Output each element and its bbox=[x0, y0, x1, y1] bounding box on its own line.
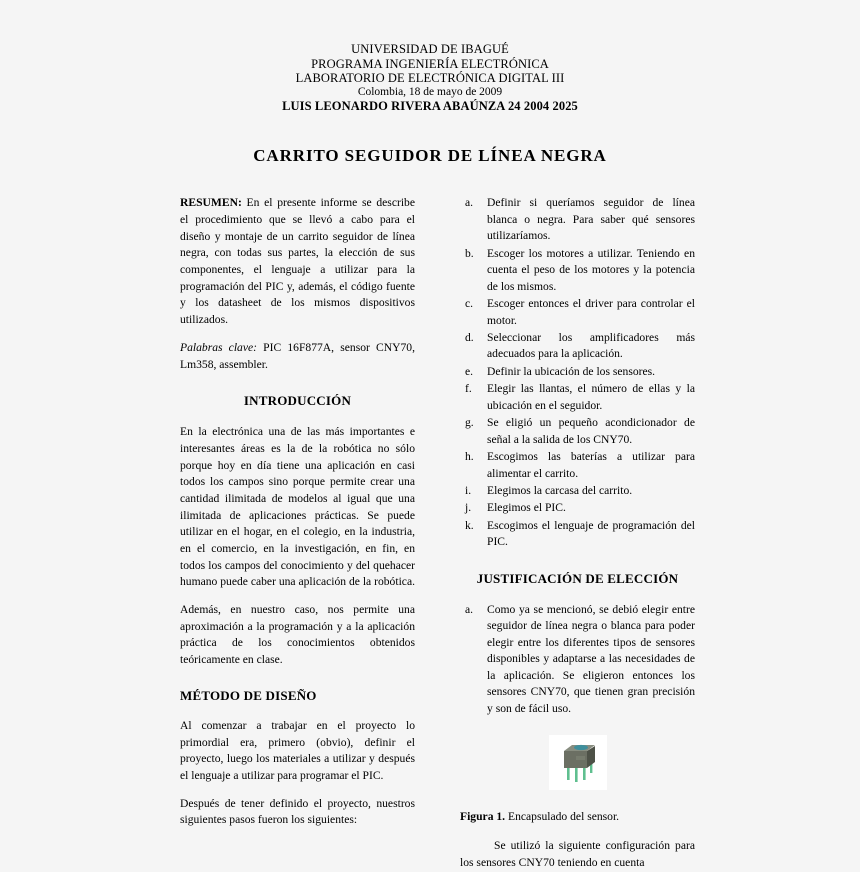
list-item bbox=[460, 518, 695, 551]
figure-caption-text: Encapsulado del sensor. bbox=[505, 810, 620, 824]
pasos-list bbox=[460, 195, 695, 551]
section-heading-justificacion-de-eleccion: JUSTIFICACIÓN DE ELECCIÓN bbox=[476, 570, 679, 586]
list-item-text: Escoger los motores a utilizar. Teniendo en cuenta el peso de los motores y la potencia de los mismos. bbox=[487, 246, 695, 293]
cny70-sensor-photo bbox=[549, 735, 607, 790]
list-item bbox=[460, 449, 695, 482]
list-item bbox=[460, 364, 695, 380]
list-item-text: Seleccionar los amplificadores más adecuados para la aplicación. bbox=[487, 330, 695, 361]
list-marker: d. bbox=[465, 330, 474, 344]
author-name: LUIS LEONARDO RIVERA ABAÚNZA 24 2004 2025 bbox=[282, 98, 578, 113]
abstract-text: En el presente informe se describe el procedimiento que se llevó a cabo para el diseño y montaje de un carrito seguidor de línea negra, con todas sus partes, la elección de sus componentes, el lenguaje a utilizar para la programación del PIC y, además, el código fuente y los datasheet de los mismos dispositivos utilizados. bbox=[180, 196, 415, 327]
list-item-text: Definir la ubicación de los sensores. bbox=[487, 364, 656, 378]
list-item-text: Escogimos las baterías a utilizar para alimentar el carrito. bbox=[487, 450, 695, 480]
list-marker: h. bbox=[465, 450, 474, 464]
list-item bbox=[460, 296, 695, 329]
abstract-paragraph bbox=[180, 195, 415, 329]
closing-paragraph: Se utilizó la siguiente configuración para los sensores CNY70 teniendo en cuenta bbox=[460, 839, 695, 870]
list-marker: b. bbox=[465, 246, 474, 260]
list-item-text: Elegimos el PIC. bbox=[487, 501, 566, 515]
metodo-paragraph-2: Después de tener definido el proyecto, nuestros siguientes pasos fueron los siguientes: bbox=[180, 796, 415, 827]
list-item bbox=[460, 483, 695, 499]
list-marker: g. bbox=[465, 416, 474, 430]
introduccion-paragraph-1: En la electrónica una de las más importantes e interesantes áreas es la de la robótica no sólo porque hoy en día tiene una aplicación en casi todos los campos sino porque permite crear una cantidad ilimitada de modelos al igual que una ilimitada de aplicaciones prácticas. Se puede utilizar en el hogar, en el colegio, en la industria, en el comercio, en la investigación, en fin, en todos los campos del conocimiento y del quehacer humano puede caber una aplicación de la robótica. bbox=[180, 425, 415, 589]
list-item bbox=[460, 602, 695, 717]
metodo-paragraph-1: Al comenzar a trabajar en el proyecto lo primordial era, primero (obvio), definir el proyecto, luego los materiales a utilizar y después el lenguaje a utilizar para programar el PIC. bbox=[180, 718, 415, 782]
university-name: UNIVERSIDAD DE IBAGUÉ bbox=[351, 42, 509, 56]
publication-date: Colombia, 18 de mayo de 2009 bbox=[357, 85, 503, 98]
list-marker: i. bbox=[465, 484, 472, 498]
list-item bbox=[460, 500, 695, 516]
list-item bbox=[460, 381, 695, 414]
list-item-text: Se eligió un pequeño acondicionador de señal a la salida de los CNY70. bbox=[487, 416, 695, 446]
figure-label: Figura 1. bbox=[460, 810, 506, 824]
program-name: PROGRAMA INGENIERÍA ELECTRÓNICA bbox=[311, 56, 549, 71]
introduccion-paragraph-2: Además, en nuestro caso, nos permite una aproximación a la programación y a la aplicación práctica de los conocimientos obtenidos teóricamente en clase. bbox=[180, 603, 415, 667]
list-marker: k. bbox=[465, 518, 474, 532]
two-column-layout bbox=[0, 195, 860, 872]
list-item bbox=[460, 246, 695, 295]
abstract-label: RESUMEN: bbox=[180, 196, 242, 210]
sensor-illustration bbox=[549, 735, 607, 790]
section-heading-introduccion: INTRODUCCIÓN bbox=[243, 393, 352, 409]
justificacion-list bbox=[460, 602, 695, 717]
list-marker: f. bbox=[465, 382, 472, 396]
list-item-text: Definir si queríamos seguidor de línea blanca o negra. Para saber qué sensores utilizaríamos. bbox=[487, 196, 695, 243]
figure-block bbox=[460, 735, 695, 825]
list-marker: c. bbox=[465, 297, 474, 311]
list-marker: a. bbox=[465, 196, 474, 210]
section-heading-metodo-de-diseno: MÉTODO DE DISEÑO bbox=[180, 687, 317, 703]
masthead bbox=[0, 0, 860, 113]
list-item bbox=[460, 415, 695, 448]
list-marker: e. bbox=[465, 364, 474, 378]
keywords-label: Palabras clave: bbox=[180, 340, 257, 354]
list-marker: j. bbox=[465, 501, 472, 515]
figure-caption bbox=[460, 809, 695, 825]
list-item-text: Elegimos la carcasa del carrito. bbox=[487, 484, 633, 498]
list-item bbox=[460, 330, 695, 363]
list-marker: a. bbox=[465, 602, 474, 616]
left-column bbox=[180, 195, 415, 829]
right-column bbox=[460, 195, 695, 872]
keywords-text: PIC 16F877A, sensor CNY70, Lm358, assembler. bbox=[180, 340, 415, 371]
list-item bbox=[460, 195, 695, 244]
keywords-paragraph bbox=[180, 340, 415, 373]
list-item-text: Escoger entonces el driver para controlar el motor. bbox=[487, 297, 695, 327]
page-title: CARRITO SEGUIDOR DE LÍNEA NEGRA bbox=[253, 146, 607, 166]
laboratory-name: LABORATORIO DE ELECTRÓNICA DIGITAL III bbox=[295, 71, 565, 85]
list-item-text: Como ya se mencionó, se debió elegir entre seguidor de línea negra o blanca para poder elegir entre los diferentes tipos de sensores disponibles y adaptarse a las necesidades de la aplicación. Se eligieron entonces los sensores CNY70, que tienen gran precisión y son de fácil uso. bbox=[487, 602, 695, 715]
list-item-text: Elegir las llantas, el número de ellas y la ubicación en el seguidor. bbox=[487, 382, 695, 412]
list-item-text: Escogimos el lenguaje de programación del PIC. bbox=[487, 518, 695, 549]
